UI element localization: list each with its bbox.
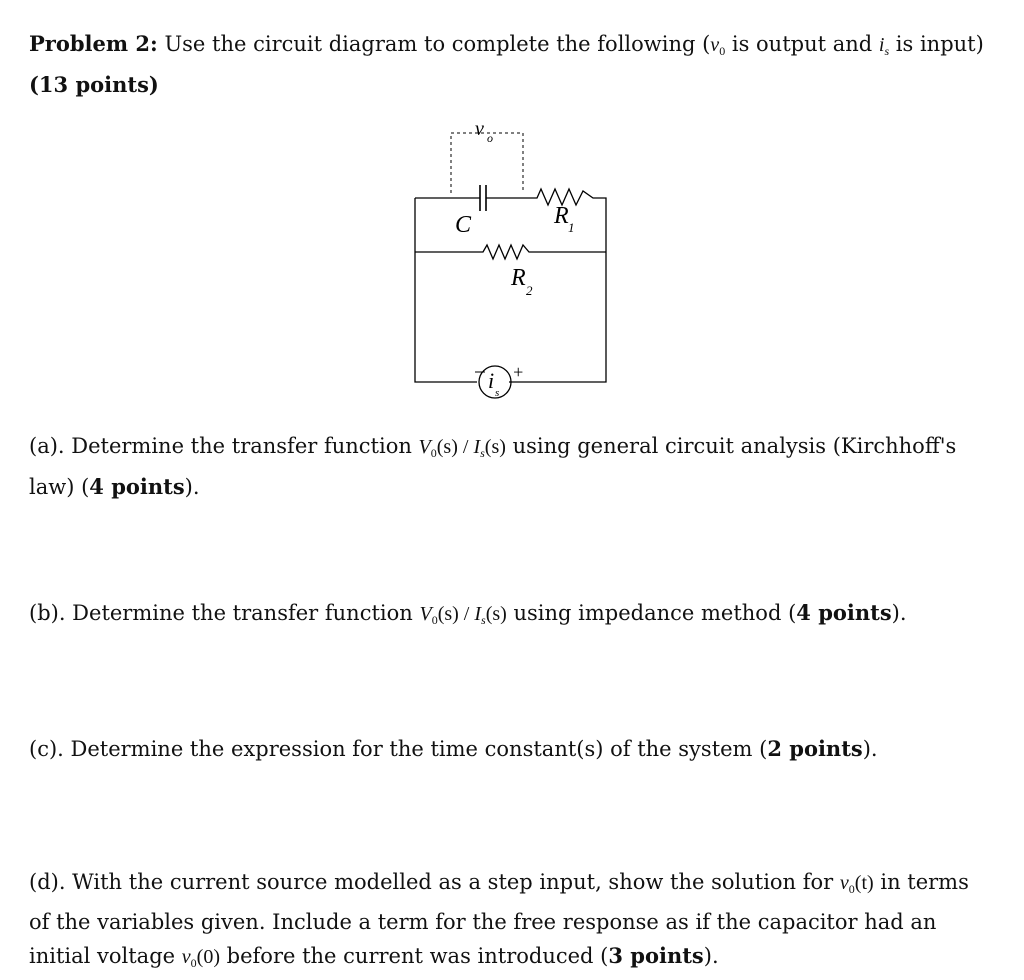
tf-a-den: I [473,436,481,458]
part-b [29,596,994,637]
part-d [29,866,994,980]
part-a [29,430,994,504]
output-variable [710,34,725,56]
vo-0-arg: (0) [196,946,220,968]
source-subscript: s [495,387,500,399]
input-variable-subscript: s [884,44,890,58]
part-c-points: 2 points [767,736,863,761]
tf-a-num-sub: 0 [430,446,437,460]
part-a-points: 4 points [89,474,185,499]
tf-b-den: I [474,603,482,625]
tf-a-num: V [418,436,431,458]
r1-label: R [554,203,569,229]
part-d-points: 3 points [608,943,704,968]
vo-t-arg: (t) [854,872,874,894]
capacitor [480,185,486,211]
initial-voltage [182,946,220,968]
tf-a-den-sub: s [480,446,485,460]
output-time-function [840,872,874,894]
input-variable [879,34,889,56]
r2-subscript: 2 [526,283,533,298]
problem-points: (13 points) [29,72,159,97]
resistor-r1 [486,189,606,252]
vo-subscript: o [487,131,493,145]
input-variable-symbol: i [878,34,885,56]
tf-b-num: V [419,603,432,625]
part-d-lead: (d). With the current source modelled as a step input, show the solution for [29,870,840,894]
part-c-lead: (c). Determine the expression for the time constant(s) of the system ( [29,737,768,761]
part-b-lead: (b). Determine the transfer function [29,601,420,625]
problem-text-3: is input) [889,32,984,56]
vo-0-symbol: v [181,946,191,968]
problem-text-1: Use the circuit diagram to complete the following ( [157,32,711,56]
part-a-lead: (a). Determine the transfer function [29,434,419,458]
vo-0-sub: 0 [190,956,197,970]
tf-a-arg: (s) / [436,436,474,458]
problem-text-2: is output and [725,32,879,56]
tf-b-arg: (s) / [437,603,475,625]
part-c-end: ). [862,737,878,761]
part-b-points: 4 points [796,600,892,625]
vo-label: v [475,118,484,140]
transfer-function-a [419,436,506,458]
r2-label: R [511,265,526,291]
circuit-diagram [405,115,620,405]
resistor-r2 [415,245,606,259]
tf-b-num-sub: 0 [431,613,438,627]
part-d-mid: in terms of the variables given. Include a term for the free response as if the capacitor had an initial voltage [29,870,969,968]
tf-b-arg2: (s) [485,603,507,625]
r1-subscript: 1 [568,220,575,235]
part-b-end: ). [891,601,907,625]
part-c [29,732,994,766]
part-d-tail: before the current was introduced ( [219,944,609,968]
plus-mark: + [512,362,525,382]
vo-t-symbol: v [839,872,849,894]
part-b-rest: using impedance method ( [506,601,797,625]
problem-label: Problem 2: [29,31,158,56]
part-d-end: ). [703,944,719,968]
part-a-rest: using general circuit analysis (Kirchhoff's law) ( [29,434,957,499]
capacitor-label: C [455,212,472,238]
source-label: i [488,368,495,393]
problem-statement [29,27,994,102]
tf-b-den-sub: s [481,613,486,627]
tf-a-arg2: (s) [484,436,506,458]
vo-t-sub: 0 [848,882,855,896]
output-variable-symbol: v [710,34,720,56]
part-a-end: ). [184,475,200,499]
transfer-function-b [419,603,506,625]
output-variable-subscript: 0 [719,44,726,58]
